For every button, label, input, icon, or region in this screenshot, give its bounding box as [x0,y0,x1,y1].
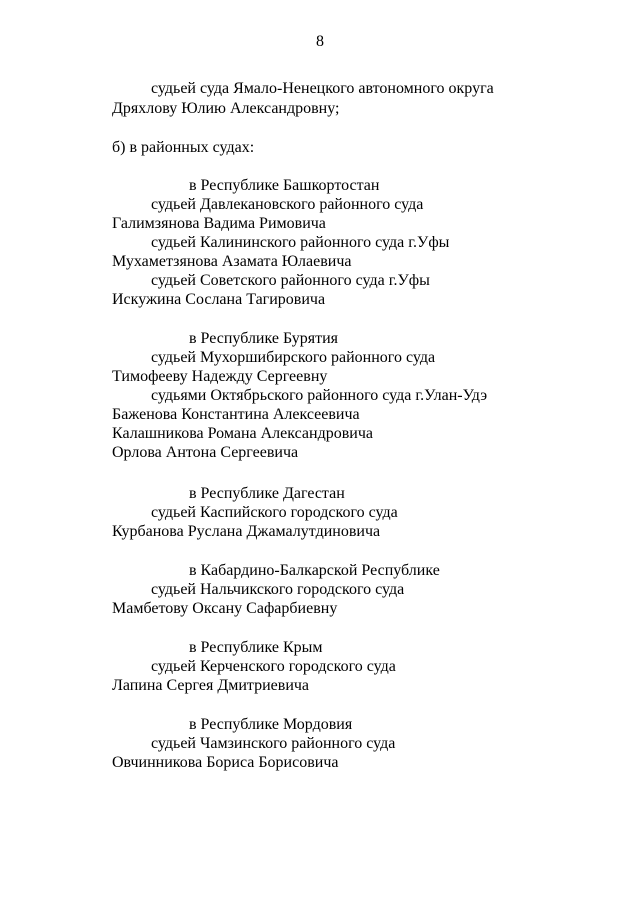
appointment-position-line: судьей суда Ямало-Ненецкого автономного округа [151,80,494,97]
appointment-position-line: судьей Керченского городского суда [151,658,396,675]
appointment-position-line: судьей Советского районного суда г.Уфы [151,272,430,289]
judge-name-line: Орлова Антона Сергеевича [112,444,299,461]
appointment-position-line: судьей Каспийского городского суда [151,504,398,521]
judge-name-line: Тимофееву Надежду Сергеевну [112,368,328,385]
judge-name-line: Мамбетову Оксану Сафарбиевну [112,600,338,617]
appointment-position-line: судьей Мухоршибирского районного суда [151,349,436,366]
judge-name-line: Овчинникова Бориса Борисовича [112,754,339,771]
judge-name-line: Курбанова Руслана Джамалутдиновича [112,523,381,540]
judge-name-line: Калашникова Романа Александровича [112,425,373,442]
appointment-position-line: судьей Нальчикского городского суда [151,581,405,598]
region-heading: в Республике Башкортостан [189,177,380,194]
judge-name-line: Галимзянова Вадима Римовича [112,215,326,232]
appointment-position-line: судьей Калининского районного суда г.Уфы [151,234,450,251]
judge-name-line: Лапина Сергея Дмитриевича [112,677,310,694]
appointment-position-line: судьей Чамзинского районного суда [151,735,396,752]
region-heading: в Республике Крым [189,639,323,656]
judge-name-line: Дряхлову Юлию Александровну; [112,100,340,117]
judge-name-line: Баженова Константина Алексеевича [112,406,360,423]
judge-name-line: Искужина Сослана Тагировича [112,291,326,308]
judge-name-line: Мухаметзянова Азамата Юлаевича [112,253,352,270]
region-heading: в Кабардино-Балкарской Республике [189,562,440,579]
appointment-position-line: судьей Давлекановского районного суда [151,196,424,213]
section-heading: б) в районных судах: [112,139,255,156]
region-heading: в Республике Бурятия [189,330,339,347]
region-heading: в Республике Дагестан [189,485,345,502]
region-heading: в Республике Мордовия [189,716,353,733]
appointment-position-line: судьями Октябрьского районного суда г.Улан-Удэ [151,387,488,404]
page-number: 8 [316,33,324,50]
